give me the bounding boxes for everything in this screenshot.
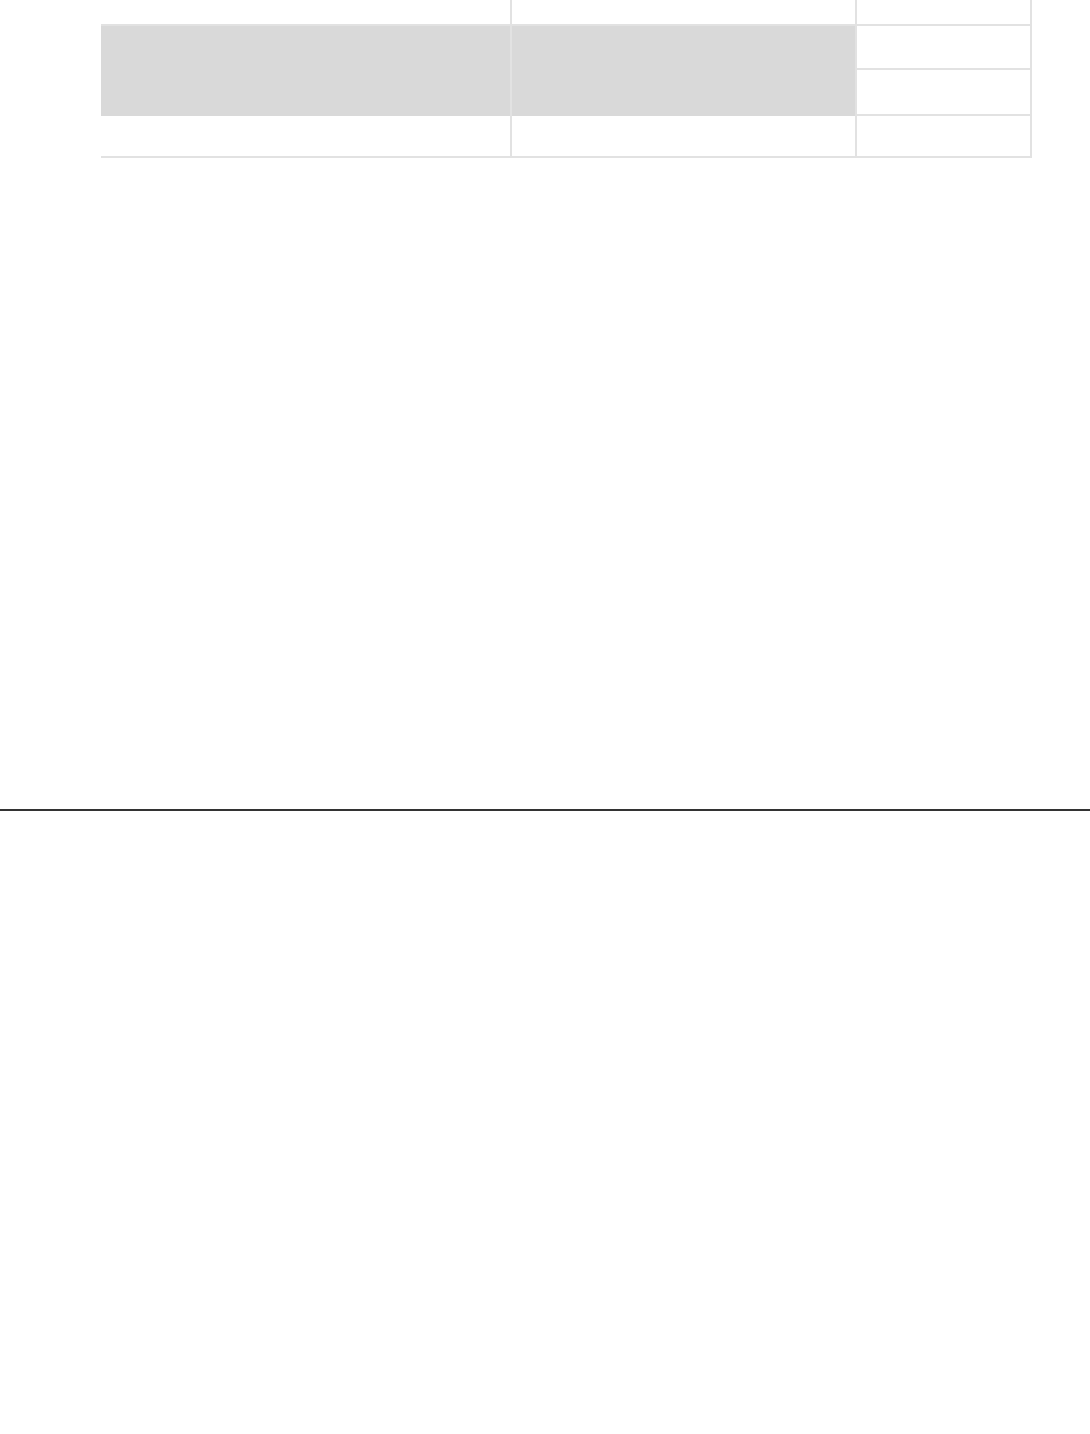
spacer-row <box>101 116 1032 158</box>
dance-header-cell <box>512 70 857 116</box>
schedule-table-page-1 <box>101 0 1032 647</box>
blank-row <box>101 0 1032 26</box>
schedule-table-page-2 <box>101 954 1032 1434</box>
header-blank-cell <box>857 26 1032 70</box>
photo-time-header <box>857 70 1030 76</box>
blank-cell <box>857 116 1032 156</box>
blank-cell <box>101 116 512 156</box>
day-title <box>101 26 510 36</box>
header-blank-cell <box>512 26 857 70</box>
blank-cell <box>512 116 857 156</box>
blank-cell <box>101 0 512 24</box>
class-name-header <box>101 70 510 80</box>
header-row-1 <box>101 26 1032 70</box>
dance-header <box>512 70 855 80</box>
class-name-header-cell <box>101 70 512 116</box>
photo-time-header-cell <box>857 70 1032 116</box>
blank-cell <box>512 0 857 24</box>
header-row-2 <box>101 70 1032 116</box>
blank-cell <box>857 0 1032 24</box>
page-divider <box>0 809 1090 811</box>
day-title-cell <box>101 26 512 70</box>
